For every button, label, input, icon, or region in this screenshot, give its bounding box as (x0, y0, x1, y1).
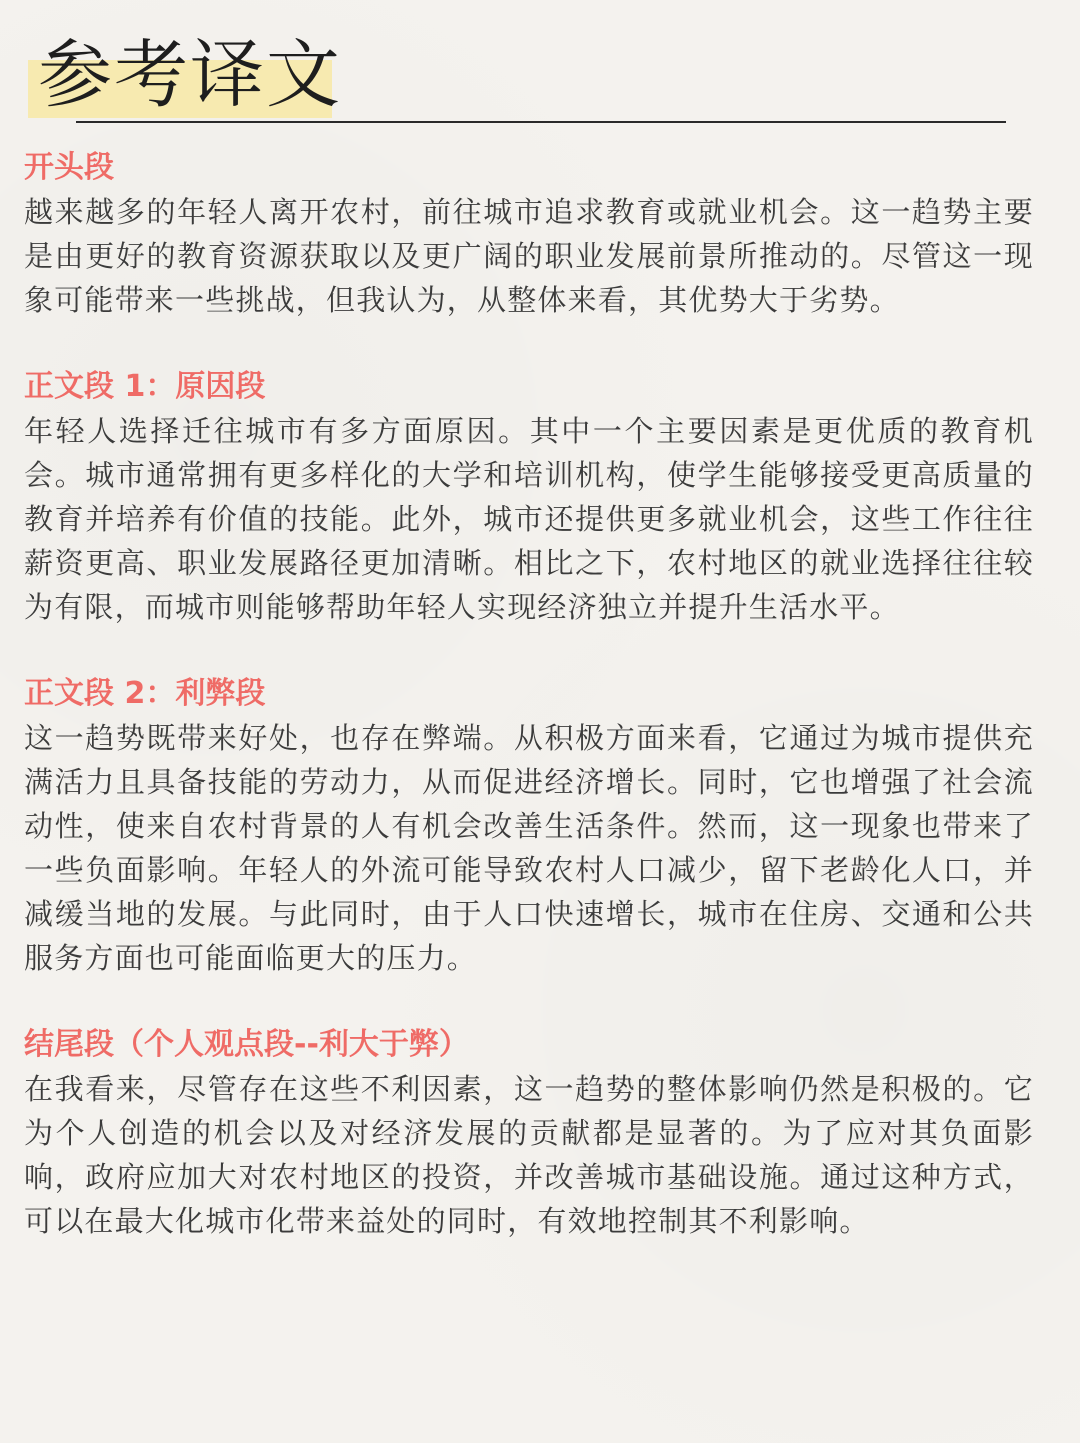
section-body-1 (24, 365, 1034, 629)
section-conclusion (24, 1023, 1034, 1243)
section-heading: 结尾段（个人观点段--利大于弊） (24, 1027, 469, 1062)
section-heading: 正文段 2：利弊段 (24, 676, 266, 711)
title-block (28, 30, 342, 120)
article-content (24, 146, 1034, 1286)
section-body: 这一趋势既带来好处，也存在弊端。从积极方面来看，它通过为城市提供充满活力且具备技能的劳动力，从而促进经济增长。同时，它也增强了社会流动性，使来自农村背景的人有机会改善生活条件。然而，这一现象也带来了一些负面影响。年轻人的外流可能导致农村人口减少，留下老龄化人口，并减缓当地的发展。与此同时，由于人口快速增长，城市在住房、交通和公共服务方面也可能面临更大的压力。 (24, 721, 1034, 975)
section-opening (24, 146, 1034, 322)
title-divider (76, 121, 1006, 123)
page-title: 参考译文 (38, 32, 342, 118)
section-body: 在我看来，尽管存在这些不利因素，这一趋势的整体影响仍然是积极的。它为个人创造的机会以及对经济发展的贡献都是显著的。为了应对其负面影响，政府应加大对农村地区的投资，并改善城市基础设施。通过这种方式，可以在最大化城市化带来益处的同时，有效地控制其不利影响。 (24, 1072, 1034, 1238)
section-body: 越来越多的年轻人离开农村，前往城市追求教育或就业机会。这一趋势主要是由更好的教育资源获取以及更广阔的职业发展前景所推动的。尽管这一现象可能带来一些挑战，但我认为，从整体来看，其优势大于劣势。 (24, 195, 1034, 317)
section-body-2 (24, 672, 1034, 980)
section-body: 年轻人选择迁往城市有多方面原因。其中一个主要因素是更优质的教育机会。城市通常拥有更多样化的大学和培训机构，使学生能够接受更高质量的教育并培养有价值的技能。此外，城市还提供更多就业机会，这些工作往往薪资更高、职业发展路径更加清晰。相比之下，农村地区的就业选择往往较为有限，而城市则能够帮助年轻人实现经济独立并提升生活水平。 (24, 414, 1034, 624)
section-heading: 开头段 (24, 150, 114, 185)
section-heading: 正文段 1：原因段 (24, 369, 266, 404)
